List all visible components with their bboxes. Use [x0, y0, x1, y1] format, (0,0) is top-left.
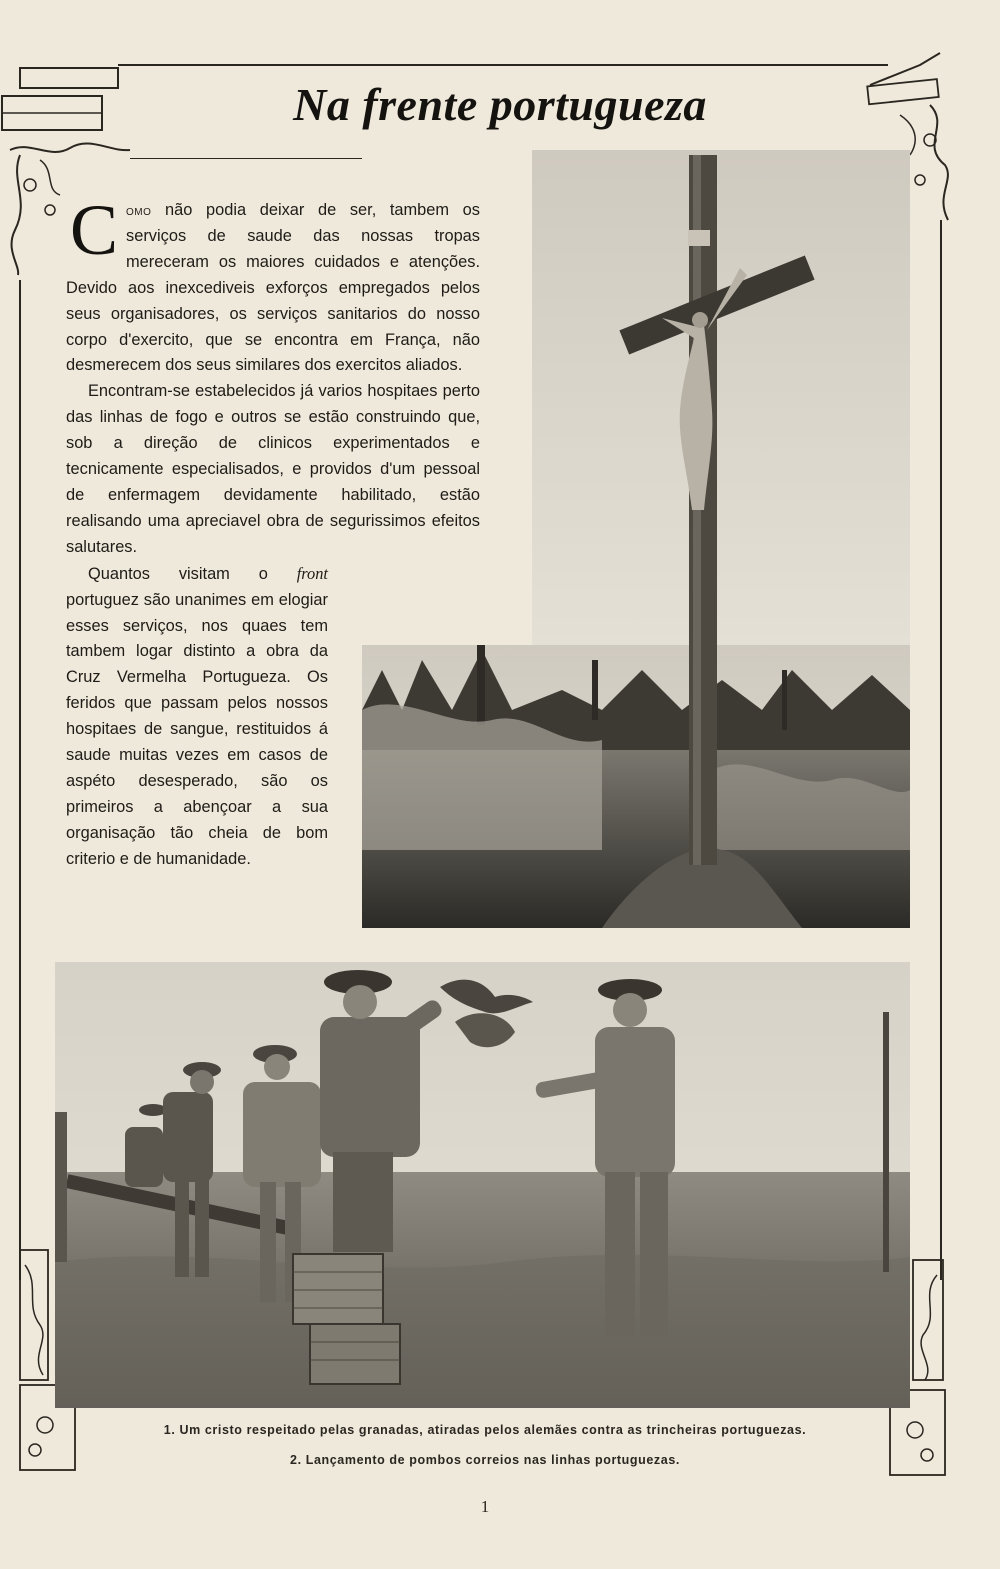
- front-italic: front: [296, 563, 328, 583]
- photo-carrier-pigeons: [55, 962, 910, 1408]
- drop-cap: C: [70, 190, 119, 270]
- article-body: [66, 190, 480, 873]
- frame-top-rule: [118, 64, 888, 66]
- article-paragraph-2: Encontram-se estabelecidos já varios hospitaes perto das linhas de fogo e outros se estão construindo que, sob a direção de clinicos experimentados e tecnicamente especialisados, e providos d'um pessoal de enfermagem devidamente habilitado, estão realisando uma apreciavel obra de segurissimos efeitos salutares.: [66, 382, 480, 556]
- paragraph-3-text-a: Quantos visitam o: [88, 564, 297, 583]
- frame-left-rule: [19, 280, 21, 1280]
- frame-right-rule: [940, 220, 942, 1280]
- page-number: 1: [480, 1497, 490, 1516]
- paragraph-3-text-b: portuguez são unanimes em elogiar esses serviços, nos quaes tem tambem logar distinto a obra da Cruz Vermelha Portugueza. Os feridos que passam pelos nossos hospitaes de sangue, restituidos á saude muitas vezes em casos de aspéto desesperado, são os primeiros a abençoar a sua organisação tão cheia de bom criterio e de humanidade.: [66, 590, 328, 868]
- page-title: Na frente portugueza: [293, 79, 707, 130]
- article-paragraph-1: [66, 190, 480, 379]
- caption-photo-1: 1. Um cristo respeitado pelas granadas, atiradas pelos alemães contra as trincheiras portuguezas.: [163, 1423, 807, 1437]
- caption-photo-2: 2. Lançamento de pombos correios nas linhas portuguezas.: [290, 1453, 680, 1467]
- paragraph-1-text: não podia deixar de ser, tambem os serviços de saude das nossas tropas mereceram os maiores cuidados e atenções. Devido aos inexcediveis exforços empregados pelos seus organisadores, os serviços sanitarios do nosso corpo d'exercito, que se encontra em França, não desmerecem dos seus similares dos exercitos aliados.: [66, 201, 480, 375]
- lead-in: omo: [126, 202, 152, 218]
- article-paragraph-3: [66, 561, 328, 873]
